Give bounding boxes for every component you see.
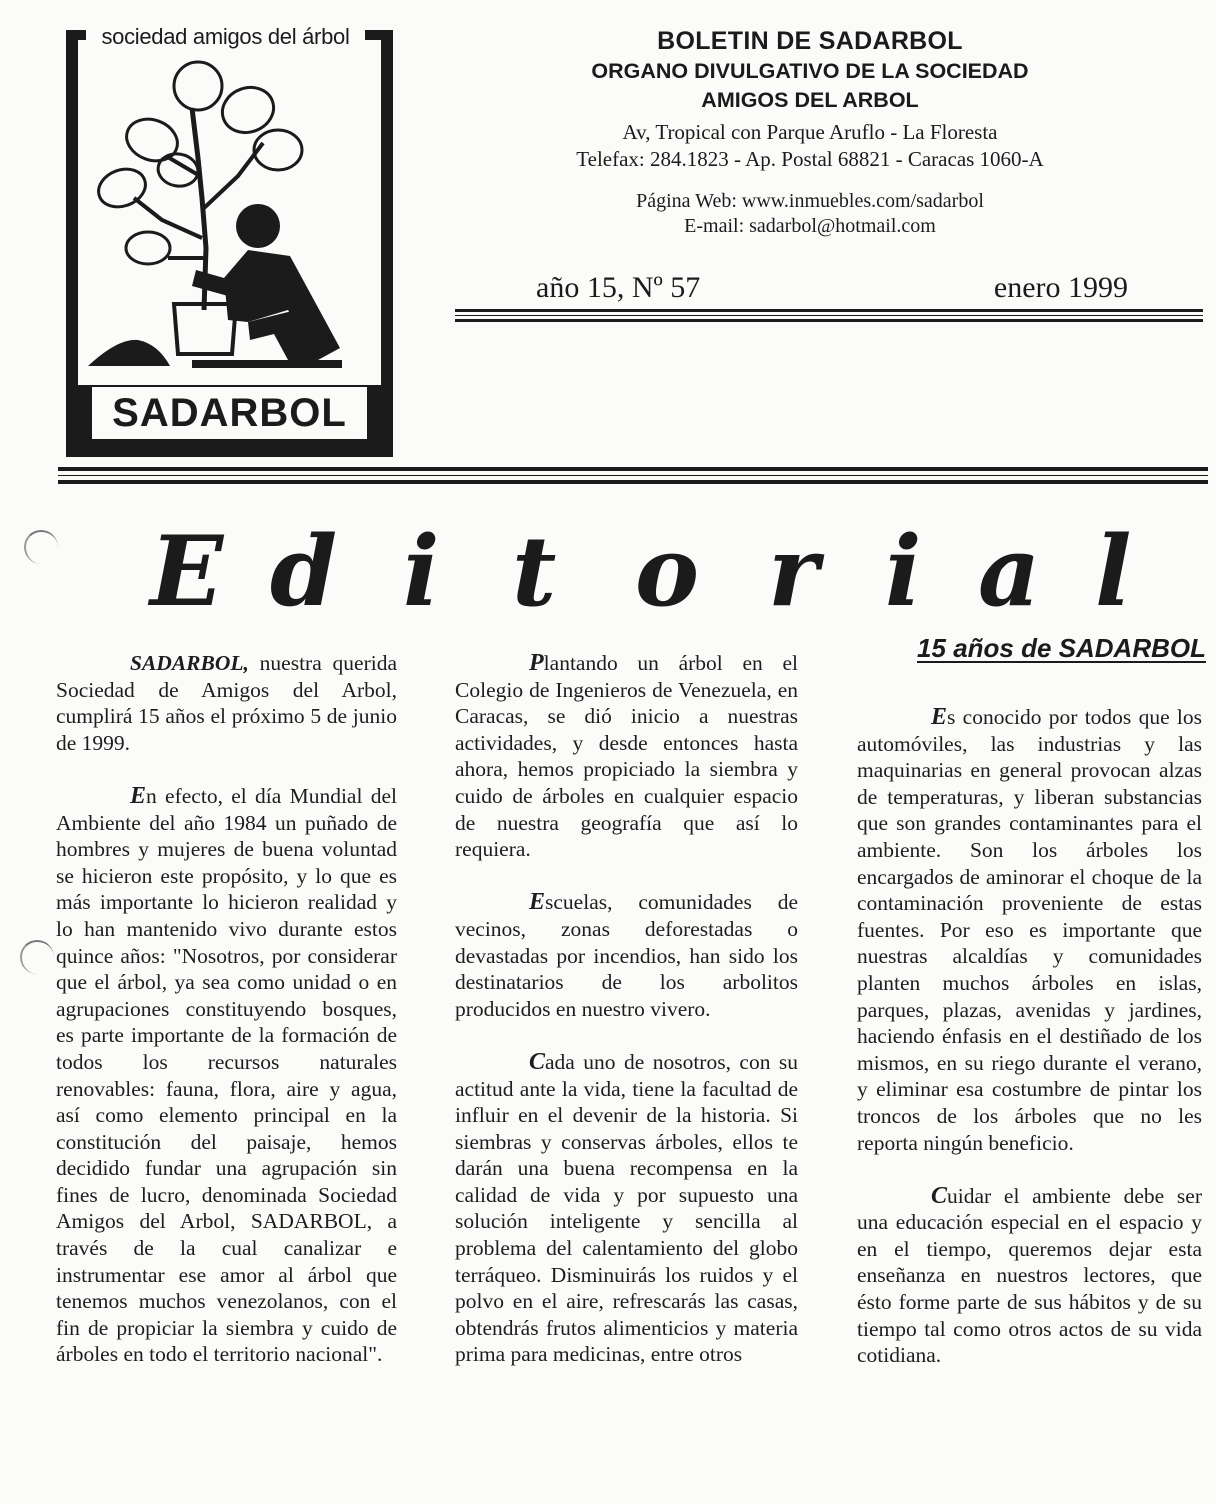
section-rule (58, 480, 1208, 484)
section-rule (58, 475, 1208, 476)
sidebar-title: 15 años de SADARBOL (917, 633, 1206, 663)
email: E-mail: sadarbol@hotmail.com (684, 215, 936, 237)
website: Página Web: www.inmuebles.com/sadarbol (636, 190, 984, 212)
initial-letter: E (529, 889, 546, 916)
section-rule (58, 467, 1208, 471)
issue-date: enero 1999 (993, 271, 1128, 304)
logo-tagline: sociedad amigos del árbol (86, 22, 365, 52)
headline-letter: d (270, 515, 338, 628)
headline-letter: l (1095, 515, 1132, 628)
paragraph (455, 650, 798, 863)
tree-planting-figure-icon (78, 48, 381, 388)
header-rule (455, 319, 1203, 322)
column-2 (455, 650, 798, 1368)
issue-row (536, 270, 1128, 306)
column-3 (857, 704, 1202, 1369)
headline-letter: t (512, 515, 557, 628)
header-rule (455, 315, 1203, 316)
paragraph-text: scuelas, comunidades de vecinos, zonas deforestadas o devastadas por incendios, han sido los destinatarios de los arbolitos producidos en nuestro vivero. (455, 890, 798, 1021)
headline-letter: i (403, 515, 440, 628)
punch-hole-middle (20, 940, 54, 974)
address: Av, Tropical con Parque Aruflo - La Floresta (622, 120, 998, 144)
headline-letter: r (768, 515, 819, 628)
initial-letter: C (931, 1182, 948, 1209)
logo-name: SADARBOL (92, 387, 367, 439)
newsletter-subtitle-1: ORGANO DIVULGATIVO DE LA SOCIEDAD (591, 59, 1029, 83)
paragraph (56, 650, 397, 756)
sadarbol-logo (66, 24, 393, 457)
paragraph-text: s conocido por todos que los automóviles, las industrias y las maquinarias en general provocan alzas de temperaturas, y liberan substancias que son grandes contaminantes para el ambiente. Son los árboles los encargados de aminorar el choque de la contaminación proveniente de estas fuentes. Por eso es importante que nuestras alcaldías y comunidades planten muchos árboles en islas, parques, plazas, avenidas y jardines, haciendo énfasis en el destiñado de los mismos, en su riego durante el verano, y eliminar esa costumbre de pintar los troncos de los árboles que no les reporta ningún beneficio. (857, 705, 1202, 1155)
paragraph (455, 1049, 798, 1368)
paragraph-text: n efecto, el día Mundial del Ambiente del año 1984 un puñado de hombres y mujeres de buena voluntad se hicieron este propósito, y lo que es más importante lo hicieron realidad y lo han mantenido vivo durante estos quince años: "Nosotros, por considerar que el árbol, ya sea como unidad o en agrupaciones constituyendo bosques, es parte importante de la formación de todos los recursos naturales renovables: fauna, flora, aire y agua, así como elemento principal en la constitución del paisaje, hemos decidido fundar una agrupación sin fines de lucro, denominada Sociedad Amigos del Arbol, SADARBOL, a través de la cual canalizar e instrumentar ese amor al árbol que tenemos muchos venezolanos, con el fin de propiciar la siembra y cuido de árboles en todo el territorio nacional". (56, 783, 397, 1367)
column-1 (56, 650, 397, 1368)
headline-letter: o (635, 515, 700, 628)
lead-word: SADARBOL, (130, 651, 249, 675)
paragraph-text: ada uno de nosotros, con su actitud ante la vida, tiene la facultad de influir en el devenir de la historia. Si siembras y conservas árboles, ellos te darán una buena recompensa en la calidad de vida y por supuesto una solución inteligente y sencilla al problema del calentamiento del globo terráqueo. Disminuirás los ruidos y el polvo en el aire, refrescarás las casas, obtendrás frutos alimenticios y materia prima para medicinas, entre otros (455, 1049, 798, 1367)
headline-letter: a (978, 515, 1041, 628)
paragraph-text: uidar el ambiente debe ser una educación especial en el espacio y en el tiempo, queremos dejar esta enseñanza en nuestros lectores, que ésto forme parte de sus hábitos y de su tiempo tal como otros actos de su vida cotidiana. (857, 1183, 1202, 1368)
initial-letter: E (931, 704, 948, 730)
newsletter-subtitle-2: AMIGOS DEL ARBOL (701, 88, 919, 112)
headline-letter: E (150, 515, 224, 628)
headline-letter: i (885, 515, 922, 628)
phone-line: Telefax: 284.1823 - Ap. Postal 68821 - Caracas 1060-A (576, 147, 1044, 171)
paragraph-text: lantando un árbol en el Colegio de Ingenieros de Venezuela, en Caracas, se dió inicio a nuestras actividades, y desde entonces hasta ahora, hemos propiciado la siembra y cuido de árboles en cualquier espacio de nuestra geografía que así lo requiera. (455, 651, 798, 862)
newsletter-title: BOLETIN DE SADARBOL (657, 27, 963, 55)
issue-number: año 15, Nº 57 (536, 271, 701, 304)
paragraph-text: nuestra querida Sociedad de Amigos del Arbol, cumplirá 15 años el próximo 5 de junio de 1999. (56, 651, 397, 755)
initial-letter: E (130, 782, 147, 809)
paragraph (857, 1183, 1202, 1369)
initial-letter: P (529, 650, 544, 676)
editorial-headline (150, 515, 1150, 628)
punch-hole-top (24, 530, 58, 564)
paragraph (56, 783, 397, 1368)
paragraph (455, 889, 798, 1022)
initial-letter: C (529, 1048, 546, 1075)
masthead (440, 26, 1180, 239)
paragraph (857, 704, 1202, 1156)
header-rule (455, 309, 1203, 312)
